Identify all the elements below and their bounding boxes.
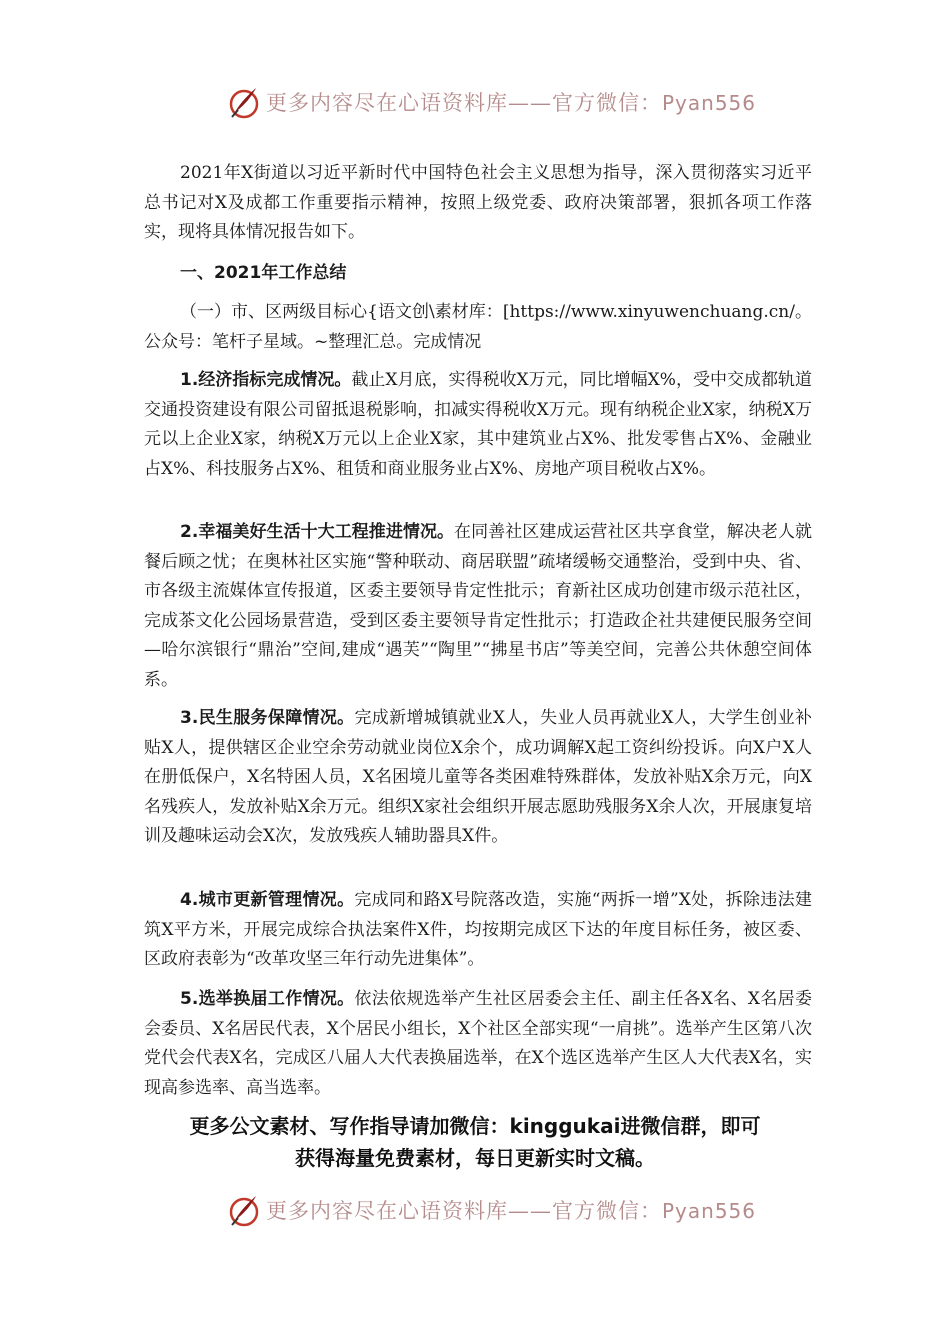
quill-pen-logo-icon [226, 84, 262, 120]
section-heading: 一、2021年工作总结 [180, 263, 347, 283]
banner-wechat-label: 官方微信： [552, 1199, 662, 1223]
banner-wechat-id: Pyan556 [662, 1199, 757, 1223]
item-title: 3.民生服务保障情况。 [180, 708, 355, 728]
banner-wechat-label: 官方微信： [552, 91, 662, 115]
item-text: 在同善社区建成运营社区共享食堂，解决老人就餐后顾之忧；在奥林社区实施“警种联动、商居联盟”疏堵缓畅交通整治，受到中央、省、市各级主流媒体宣传报道，区委主要领导肯定性批示；育新社区成功创建市级示范社区，完成茶文化公园场景营造，受到区委主要领导肯定性批示；打造政企社共建便民服务空间—哈尔滨银行“鼎治”空间,建成“遇芙”“陶里”“拂星书店”等美空间，完善公共休憩空间体系。 [144, 522, 812, 690]
item-urban-renewal [144, 886, 812, 975]
banner-text [266, 1195, 756, 1225]
banner-separator: —— [508, 1199, 552, 1223]
item-title: 2.幸福美好生活十大工程推进情况。 [180, 522, 455, 542]
promo-line-1: 更多公文素材、写作指导请加微信：kinggukai进微信群，即可 [189, 1114, 761, 1138]
item-election [144, 985, 812, 1103]
item-livelihood [144, 704, 812, 852]
banner-wechat-id: Pyan556 [662, 91, 757, 115]
item-happiness-projects [144, 518, 812, 695]
banner-title: 更多内容尽在心语资料库 [266, 1199, 508, 1223]
promo-block [120, 1110, 830, 1174]
item-text: 截止X月底，实得税收X万元，同比增幅X%，受中交成都轨道交通投资建设有限公司留抵退税影响，扣减实得税收X万元。现有纳税企业X家，纳税X万元以上企业X家，纳税X万元以上企业X家，其中建筑业占X%、批发零售占X%、金融业占X%、科技服务占X%、租赁和商业服务业占X%、房地产项目税收占X%。 [144, 370, 812, 479]
banner-title: 更多内容尽在心语资料库 [266, 91, 508, 115]
footer-banner [226, 1190, 756, 1230]
subsection-paragraph: （一）市、区两级目标心{语文创\素材库：[https://www.xinyuwenchuang.cn/。公众号：笔杆子星域。~整理汇总。完成情况 [144, 302, 812, 352]
banner-text [266, 87, 756, 117]
item-text: 完成新增城镇就业X人，失业人员再就业X人，大学生创业补贴X人，提供辖区企业空余劳动就业岗位X余个，成功调解X起工资纠纷投诉。向X户X人在册低保户，X名特困人员，X名困境儿童等各类困难特殊群体，发放补贴X余万元，向X名残疾人，发放补贴X余万元。组织X家社会组织开展志愿助残服务X余人次，开展康复培训及趣味运动会X次，发放残疾人辅助器具X件。 [144, 708, 812, 846]
intro-paragraph: 2021年X街道以习近平新时代中国特色社会主义思想为指导，深入贯彻落实习近平总书记对X及成都工作重要指示精神，按照上级党委、政府决策部署，狠抓各项工作落实，现将具体情况报告如下。 [144, 163, 812, 242]
item-title: 5.选举换届工作情况。 [180, 989, 355, 1009]
item-title: 4.城市更新管理情况。 [180, 890, 355, 910]
item-economy [144, 366, 812, 484]
item-text: 依法依规选举产生社区居委会主任、副主任各X名、X名居委会委员、X名居民代表，X个居民小组长，X个社区全部实现“一肩挑”。选举产生区第八次党代会代表X名，完成区八届人大代表换届选举，在X个选区选举产生区人大代表X名，实现高参选率、高当选率。 [144, 989, 812, 1098]
header-banner [226, 82, 756, 122]
item-text: 完成同和路X号院落改造，实施“两拆一增”X处，拆除违法建筑X平方米，开展完成综合执法案件X件，均按期完成区下达的年度目标任务，被区委、区政府表彰为“改革攻坚三年行动先进集体”。 [144, 890, 812, 969]
banner-separator: —— [508, 91, 552, 115]
quill-pen-logo-icon [226, 1192, 262, 1228]
item-title: 1.经济指标完成情况。 [180, 370, 352, 390]
promo-line-2: 获得海量免费素材，每日更新实时文稿。 [295, 1146, 655, 1170]
